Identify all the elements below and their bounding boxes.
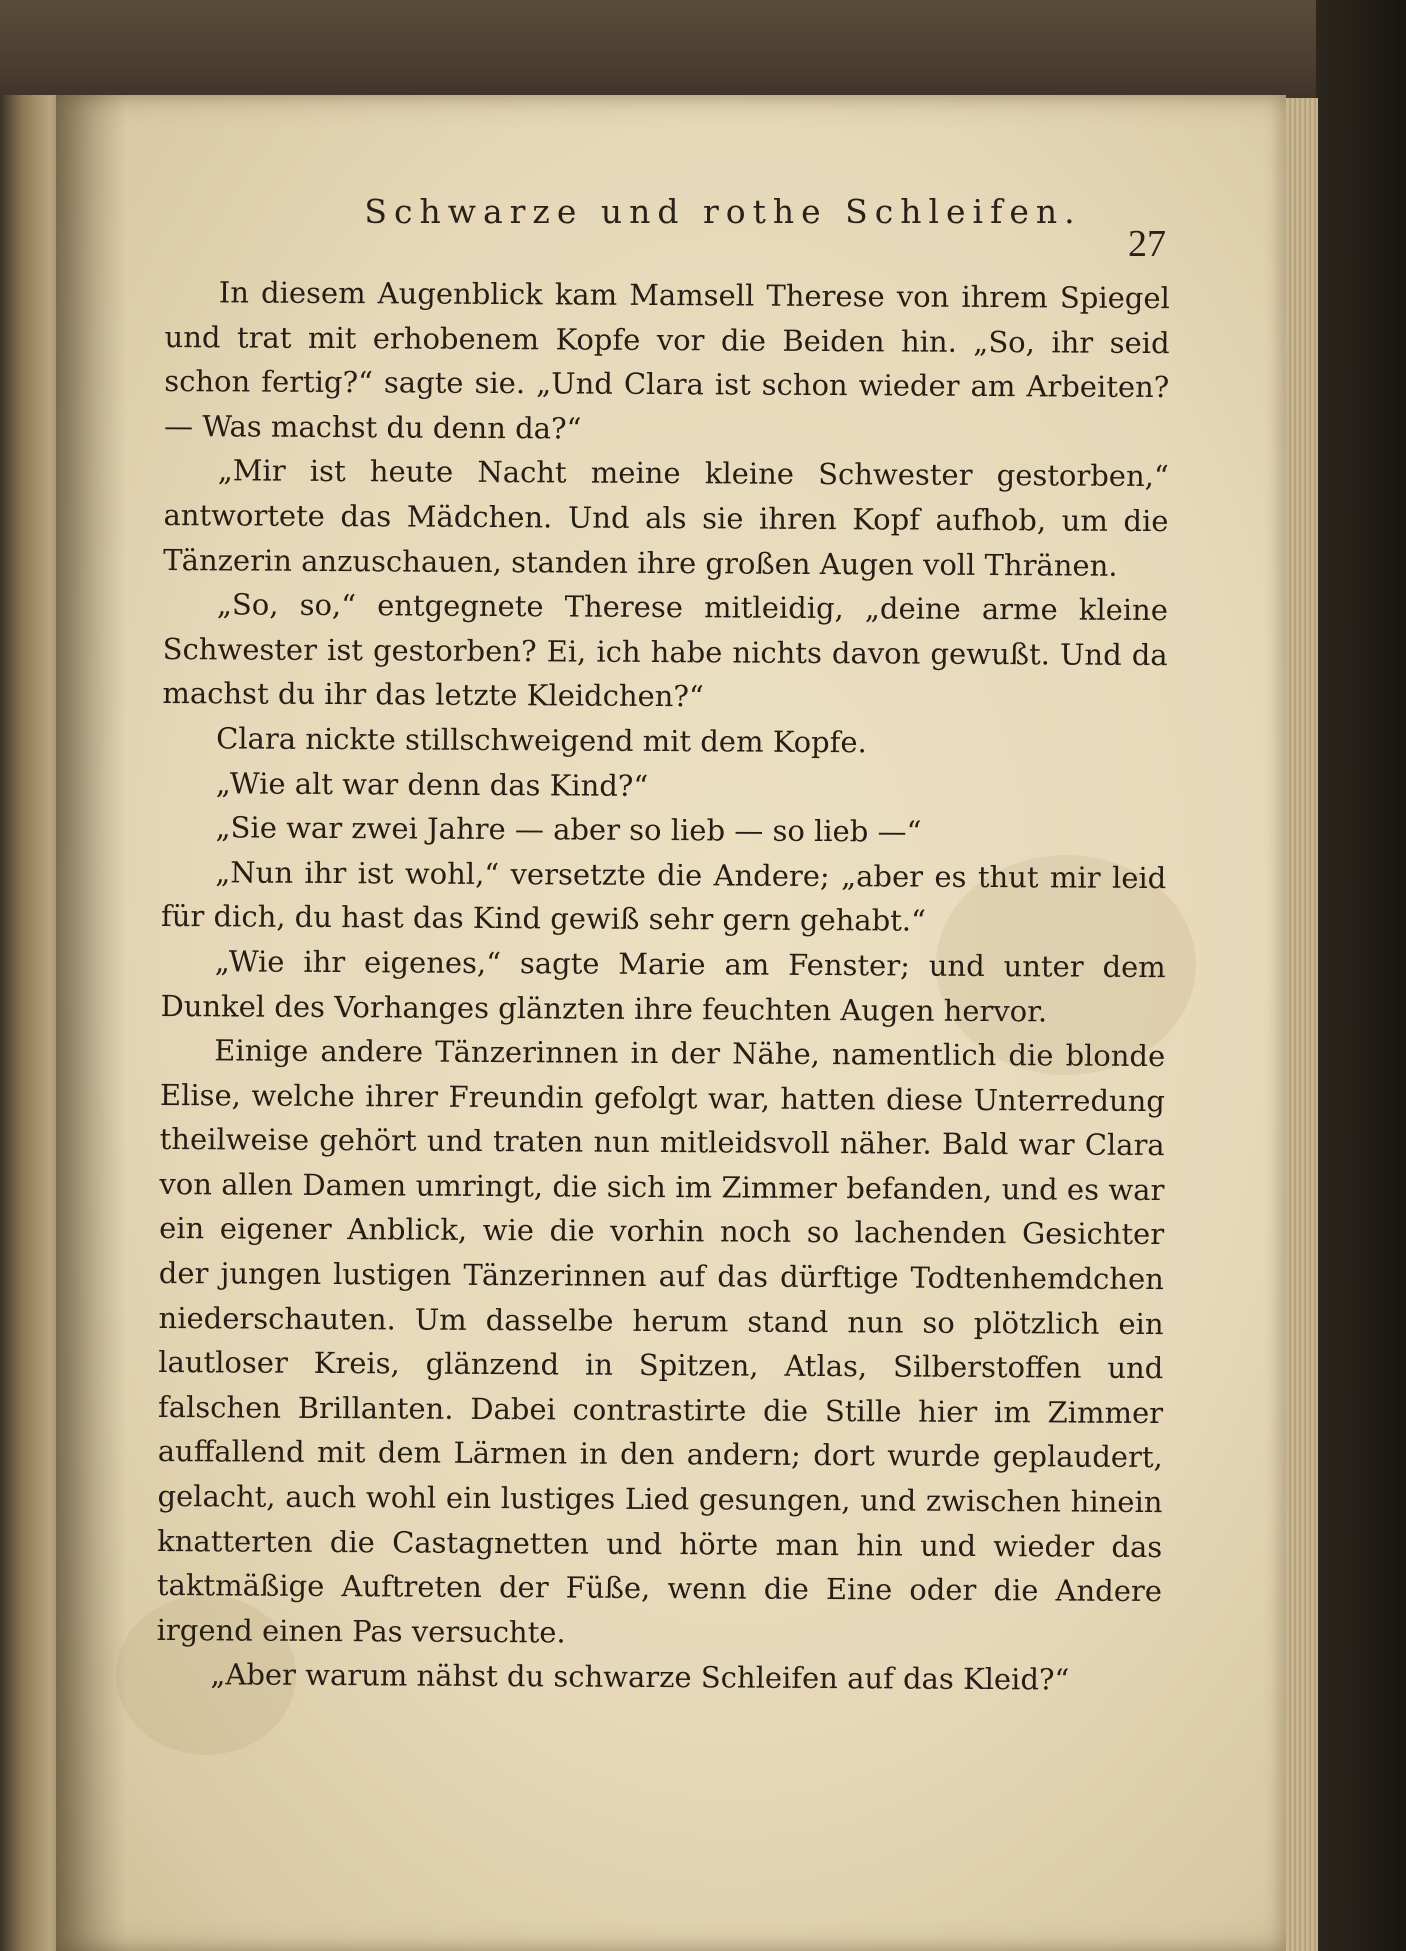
page-number: 27 xyxy=(1128,223,1166,265)
paragraph: „Aber warum nähst du schwarze Schleifen auf das Kleid?“ xyxy=(210,1657,1070,1697)
paragraph: „So, so,“ entgegnete Therese mitleidig, „deine arme kleine Schwester ist gestorben? Ei, ich habe nichts davon gewußt. Und da machst du ihr das letzte Kleidchen?“ xyxy=(162,587,1169,714)
paragraph: „Wie ihr eigenes,“ sagte Marie am Fenster; und unter dem Dunkel des Vorhanges glänzten ihre feuchten Augen hervor. xyxy=(160,944,1166,1028)
paragraph: Clara nickte stillschweigend mit dem Kopfe. xyxy=(216,721,867,760)
paragraph: Einige andere Tänzerinnen in der Nähe, namentlich die blonde Elise, welche ihrer Freundin gefolgt war, hatten diese Unterredung theilweise gehört und traten nun mitleidsvoll näher. Bald war Clara von allen Damen umringt, die sich im Zimmer befanden, und es war ein eigener Anblick, wie die vorhin noch so lachenden Gesichter der jungen lustigen Tänzerinnen auf das dürftige Todtenhemdchen niederschauten. Um dasselbe herum stand nun so plötzlich ein lautloser Kreis, glänzend in Spitzen, Atlas, Silberstoffen und falschen Brillanten. Dabei contrastirte die Stille hier im Zimmer auffallend mit dem Lärmen in den andern; dort wurde geplaudert, gelacht, auch wohl ein lustiges Lied gesungen, und zwischen hinein knatterten die Castagnetten und hörte man hin und wieder das taktmäßige Auftreten der Füße, wenn die Eine oder die Andere irgend einen Pas versuchte. xyxy=(156,1033,1166,1650)
paragraph: „Nun ihr ist wohl,“ versetzte die Andere; „aber es thut mir leid für dich, du hast das Kind gewiß sehr gern gehabt.“ xyxy=(160,855,1167,938)
paragraph: „Sie war zwei Jahre — aber so lieb — so lieb —“ xyxy=(215,810,922,849)
gutter-shadow xyxy=(56,95,126,1951)
book-cover-top xyxy=(0,0,1406,110)
running-head: Schwarze und rothe Schleifen. xyxy=(364,192,1082,231)
left-page-edge xyxy=(0,95,62,1951)
body-text xyxy=(156,270,1170,1703)
book-cover-right xyxy=(1316,0,1406,1951)
paragraph: In diesem Augenblick kam Mamsell Therese von ihrem Spiegel und trat mit erhobenem Kopfe vor die Beiden hin. „So, ihr seid schon fertig?“ sagte sie. „Und Clara ist schon wieder am Arbeiten? — Was machst du denn da?“ xyxy=(163,275,1170,446)
paragraph: „Mir ist heute Nacht meine kleine Schwester gestorben,“ antwortete das Mädchen. Und als sie ihren Kopf aufhob, um die Tänzerin anzuschauen, standen ihre großen Augen voll Thränen. xyxy=(163,453,1169,583)
paragraph: „Wie alt war denn das Kind?“ xyxy=(215,765,649,803)
